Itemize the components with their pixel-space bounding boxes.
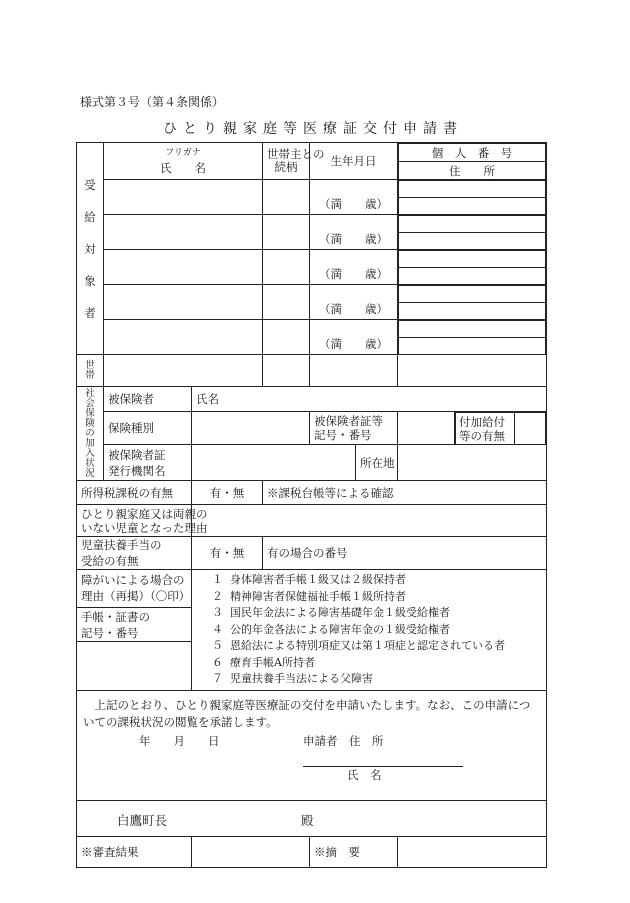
name-header [104,143,263,180]
addressee-row [77,800,547,836]
recipient-id-address[interactable] [398,285,547,320]
review-result-field[interactable] [192,836,310,867]
recipient-name-field[interactable] [104,180,263,215]
recipient-relation-field[interactable] [263,180,310,215]
condition-item[interactable]: ６ 療育手帳A所持者 [212,655,315,669]
recipient-id-address[interactable] [398,180,547,215]
recipient-age-field[interactable]: （満 歳） [310,250,398,285]
recipient-id-address[interactable] [398,320,547,355]
benefit-group [455,412,547,445]
condition-item[interactable]: ２ 精神障害者保健福祉手帳１級所持者 [212,589,406,603]
form-number: 様式第３号（第４条関係） [80,95,225,109]
recipient-relation-field[interactable] [263,320,310,355]
addressee: 白鷹町長 [117,812,168,828]
insurance-symbol-field[interactable] [398,412,455,445]
recipient-age-field[interactable]: （満 歳） [310,320,398,355]
honorific: 殿 [301,812,314,828]
household-label: 世 帯 [77,355,104,387]
recipient-name-field[interactable] [104,285,263,320]
single-parent-reason-label: ひとり親家庭又は両親の いない児童となった理由 [77,505,192,537]
benefit-field[interactable] [515,413,546,445]
recipients-section-label: 受 給 対 象 者 [77,143,104,355]
recipient-age-field[interactable]: （満 歳） [310,285,398,320]
insurance-symbol-label: 被保険者証等 記号・番号 [310,412,398,445]
declaration-block [77,690,547,800]
furigana-label: フリガナ [165,147,201,158]
insured-label: 被保険者 [104,387,192,412]
issuer-field[interactable] [192,445,356,481]
condition-item[interactable]: ７ 児童扶養手当法による父障害 [212,672,373,685]
recipient-name-field[interactable] [104,250,263,285]
insured-name-label: 氏名 [196,392,219,406]
declaration-text: 上記のとおり、ひとり親家庭等医療証の交付を申請いたします。なお、この申請についての課税状況の閲覧を承諾します。 [83,697,531,729]
benefit-label: 付加給付 等の有無 [456,413,515,445]
recipient-age-field[interactable]: （満 歳） [310,215,398,250]
income-tax-note: ※課税台帳等による確認 [263,481,547,505]
disability-reason-label: 障がいによる場合の 理由（再掲）（〇印） [77,570,192,608]
issuer-label: 被保険者証 発行機関名 [104,445,192,481]
id-number-label: 個 人 番 号 [399,144,546,162]
household-row [77,355,547,387]
household-dob-field[interactable] [310,355,398,387]
condition-item[interactable]: １ 身体障害者手帳１級又は２級保持者 [212,573,406,586]
recipient-age-field[interactable]: （満 歳） [310,180,398,215]
relation-header: 世帯主との 続柄 [263,143,310,180]
child-allowance-number[interactable] [263,537,547,570]
insurance-type-label: 保険種別 [104,412,192,445]
condition-item[interactable]: ５ 恩給法による特別項症又は第１項症と認定されている者 [212,639,505,652]
application-form [76,142,547,868]
recipient-relation-field[interactable] [263,215,310,250]
income-tax-options[interactable]: 有・無 [192,481,263,505]
dob-header: 生年月日 [310,143,398,180]
disability-conditions [192,570,547,691]
insurance-section-label: 社 会 保 険 の 加 入 状 況 [77,387,104,481]
recipient-name-field[interactable] [104,320,263,355]
name-label: 氏 名 [160,160,206,175]
certificate-number-field[interactable] [77,642,192,690]
date-label: 年 月 日 [139,733,220,748]
recipient-relation-field[interactable] [263,285,310,320]
summary-label: ※摘 要 [310,836,398,867]
applicant-name-label: 氏 名 [347,767,540,801]
child-allowance-label: 児童扶養手当の 受給の有無 [77,537,192,570]
recipient-relation-field[interactable] [263,250,310,285]
certificate-number-label: 手帳・証書の 記号・番号 [77,607,192,642]
recipient-row [77,215,547,250]
location-label: 所在地 [356,445,398,481]
recipient-row [77,320,547,355]
child-allowance-number-label: 有の場合の番号 [267,546,348,560]
recipient-row [77,180,547,215]
recipient-row [77,250,547,285]
condition-item[interactable]: ４ 公的年金各法による障害年金の１級受給権者 [212,622,450,636]
income-tax-label: 所得税課税の有無 [77,481,192,505]
single-parent-reason-field[interactable] [192,505,547,537]
form-title: ひとり親家庭等医療証交付申請書 [163,121,463,137]
recipient-id-address[interactable] [398,250,547,285]
household-name-field[interactable] [104,355,263,387]
id-address-header [398,143,547,180]
summary-field[interactable] [398,836,547,867]
insurance-type-field[interactable] [192,412,310,445]
recipient-row [77,285,547,320]
applicant-name-line[interactable] [347,788,507,801]
recipient-name-field[interactable] [104,215,263,250]
child-allowance-options[interactable]: 有・無 [192,537,263,570]
location-field[interactable] [398,445,547,481]
address-label: 住 所 [399,162,546,180]
applicant-address-label: 申請者 住 所 [303,733,540,767]
household-address-field[interactable] [398,355,547,387]
condition-item[interactable]: ３ 国民年金法による障害基礎年金１級受給権者 [212,606,450,619]
recipient-id-address[interactable] [398,215,547,250]
household-relation-field[interactable] [263,355,310,387]
insured-name-field[interactable] [192,387,547,412]
review-result-label: ※審査結果 [77,836,192,867]
